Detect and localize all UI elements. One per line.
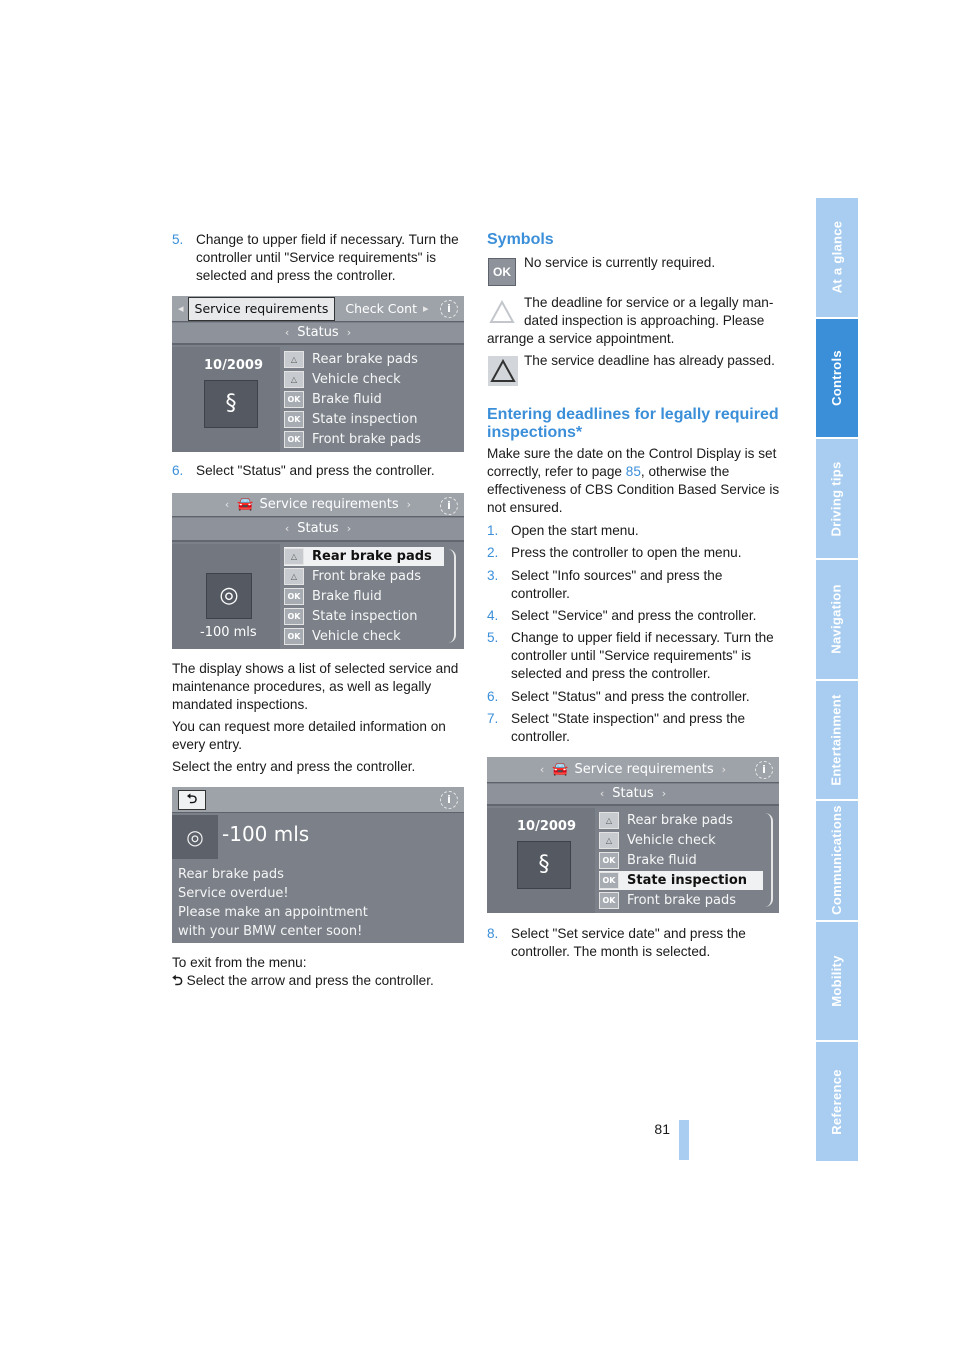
list-item: OK State inspection [284,607,417,626]
screen-status-bar: ‹ Status › [487,784,779,806]
screenshot-entry-detail [172,787,464,943]
chevron-right-icon: › [661,787,667,800]
chevron-left-icon: ‹ [284,326,290,339]
back-arrow-icon: ⮌ [172,973,187,988]
list-item: OK State inspection [284,410,417,429]
ok-icon: OK [488,258,516,286]
screen-tab-other: Check Cont [345,300,417,316]
paragraph-select-entry: Select the entry and press the controller. [172,759,416,774]
intro-paragraph: Make sure the date on the Control Display is set correctly, refer to page 85, otherwise the effectiveness of CBS Condition Based Service is not ensured. [487,446,780,515]
chevron-right-icon: › [721,762,727,776]
list-item: OK Vehicle check [284,627,401,646]
symbols-heading: Symbols [487,231,554,248]
list-item: OK Front brake pads [284,430,421,449]
back-arrow-icon: ⮌ [178,790,206,810]
tab-entertainment[interactable]: Entertainment [816,681,858,802]
step-6: 6. Select "Status" and press the controller. [487,689,750,704]
paragraph-display-list: The display shows a list of selected service and maintenance procedures, as well as legally mandated inspections. [172,661,459,712]
detail-message: Rear brake pads Service overdue! Please make an appointment with your BMW center soon! [178,867,368,939]
info-icon: i [440,791,458,809]
chevron-left-icon: ‹ [599,787,605,800]
list-item: OK Brake fluid [284,390,382,409]
info-icon: i [755,761,773,779]
warning-triangle-icon [488,298,516,326]
chevron-right-icon: ▸ [422,301,429,315]
list-item-selected: OK State inspection [599,871,763,890]
list-item: △ Front brake pads [284,567,421,586]
list-item-selected: △ Rear brake pads [284,547,444,566]
screen-title-bar: ‹ 🚘 Service requirements › [172,493,464,517]
car-icon: 🚘 [237,496,254,512]
screen-date: 10/2009 [517,819,577,834]
screen-status-bar: ‹ Status › [172,323,464,345]
page-number: 81 [654,1121,670,1137]
list-item: △ Vehicle check [599,831,716,850]
brake-pad-icon: ◎ [172,815,218,859]
tab-navigation[interactable]: Navigation [816,560,858,681]
step-1: 1. Open the start menu. [487,523,639,538]
screenshot-status-list [172,493,464,649]
symbol-warning-text-1: The deadline for service or a legally man- [524,295,774,310]
scroll-indicator [765,813,773,907]
scroll-indicator [448,549,456,643]
exit-title: To exit from the menu: [172,955,307,970]
step-6-left: 6. Select "Status" and press the controller. [172,463,435,478]
list-item: OK Brake fluid [284,587,382,606]
chevron-left-icon: ◂ [178,301,184,315]
inspection-car-icon: § [517,841,571,889]
screen-distance: -100 mls [222,822,310,846]
step-8: 8. Select "Set service date" and press the controller. The month is selected. [487,926,746,959]
step-5: 5. Change to upper field if necessary. Turn the controller until "Service requirements" is selected and press the controller. [487,630,774,681]
chevron-left-icon: ‹ [284,522,290,535]
chapter-tabs [816,198,858,1161]
screen-distance: -100 mls [200,625,257,640]
tab-communications[interactable]: Communications [816,801,858,922]
screenshot-state-inspection [487,757,779,913]
chevron-right-icon: › [406,497,412,511]
screen-title-bar: ‹ 🚘 Service requirements › [487,757,779,783]
symbol-warning-text-2: dated inspection is approaching. Please [524,313,765,328]
inspection-car-icon: § [204,380,258,428]
chevron-right-icon: › [346,522,352,535]
list-item: △ Vehicle check [284,370,401,389]
step-7: 7. Select "State inspection" and press the controller. [487,711,746,744]
screenshot-service-requirements [172,296,464,452]
tab-at-a-glance[interactable]: At a glance [816,198,858,319]
list-item: OK Front brake pads [599,891,736,910]
step-2: 2. Press the controller to open the menu. [487,545,742,560]
car-icon: 🚘 [552,761,569,777]
step-4: 4. Select "Service" and press the controller. [487,608,757,623]
tab-reference[interactable]: Reference [816,1042,858,1161]
screen-tab-bar [172,296,464,322]
list-item: △ Rear brake pads [599,811,733,830]
page-marker [679,1120,689,1160]
overdue-warning-icon [488,356,518,386]
page-link-85[interactable]: 85 [625,464,641,479]
symbol-ok-text: No service is currently required. [524,255,716,270]
list-item: △ Rear brake pads [284,350,418,369]
screen-back-bar [172,787,464,813]
symbol-overdue-text: The service deadline has already passed. [524,353,775,368]
exit-instruction: ⮌ Select the arrow and press the controller. [172,973,434,988]
tab-controls[interactable]: Controls [816,319,858,440]
brake-pad-icon: ◎ [206,573,252,619]
info-icon: i [440,497,458,515]
chevron-left-icon: ‹ [539,762,545,776]
list-item: OK Brake fluid [599,851,697,870]
screen-date: 10/2009 [204,358,264,373]
screen-tab-active: Service requirements [188,297,336,321]
tab-mobility[interactable]: Mobility [816,922,858,1043]
symbol-warning-text-3: arrange a service appointment. [487,331,675,346]
chevron-left-icon: ‹ [224,497,230,511]
inspection-deadlines-heading: Entering deadlines for legally required inspections* [487,406,779,441]
step-5-left: 5. Change to upper field if necessary. Turn the controller until "Service requirements" is selected and press the controller. [172,232,459,283]
info-icon: i [440,300,458,318]
tab-driving-tips[interactable]: Driving tips [816,439,858,560]
step-3: 3. Select "Info sources" and press the controller. [487,568,723,601]
screen-status-bar: ‹ Status › [172,518,464,542]
paragraph-detail-info: You can request more detailed information on every entry. [172,719,446,752]
chevron-right-icon: › [346,326,352,339]
